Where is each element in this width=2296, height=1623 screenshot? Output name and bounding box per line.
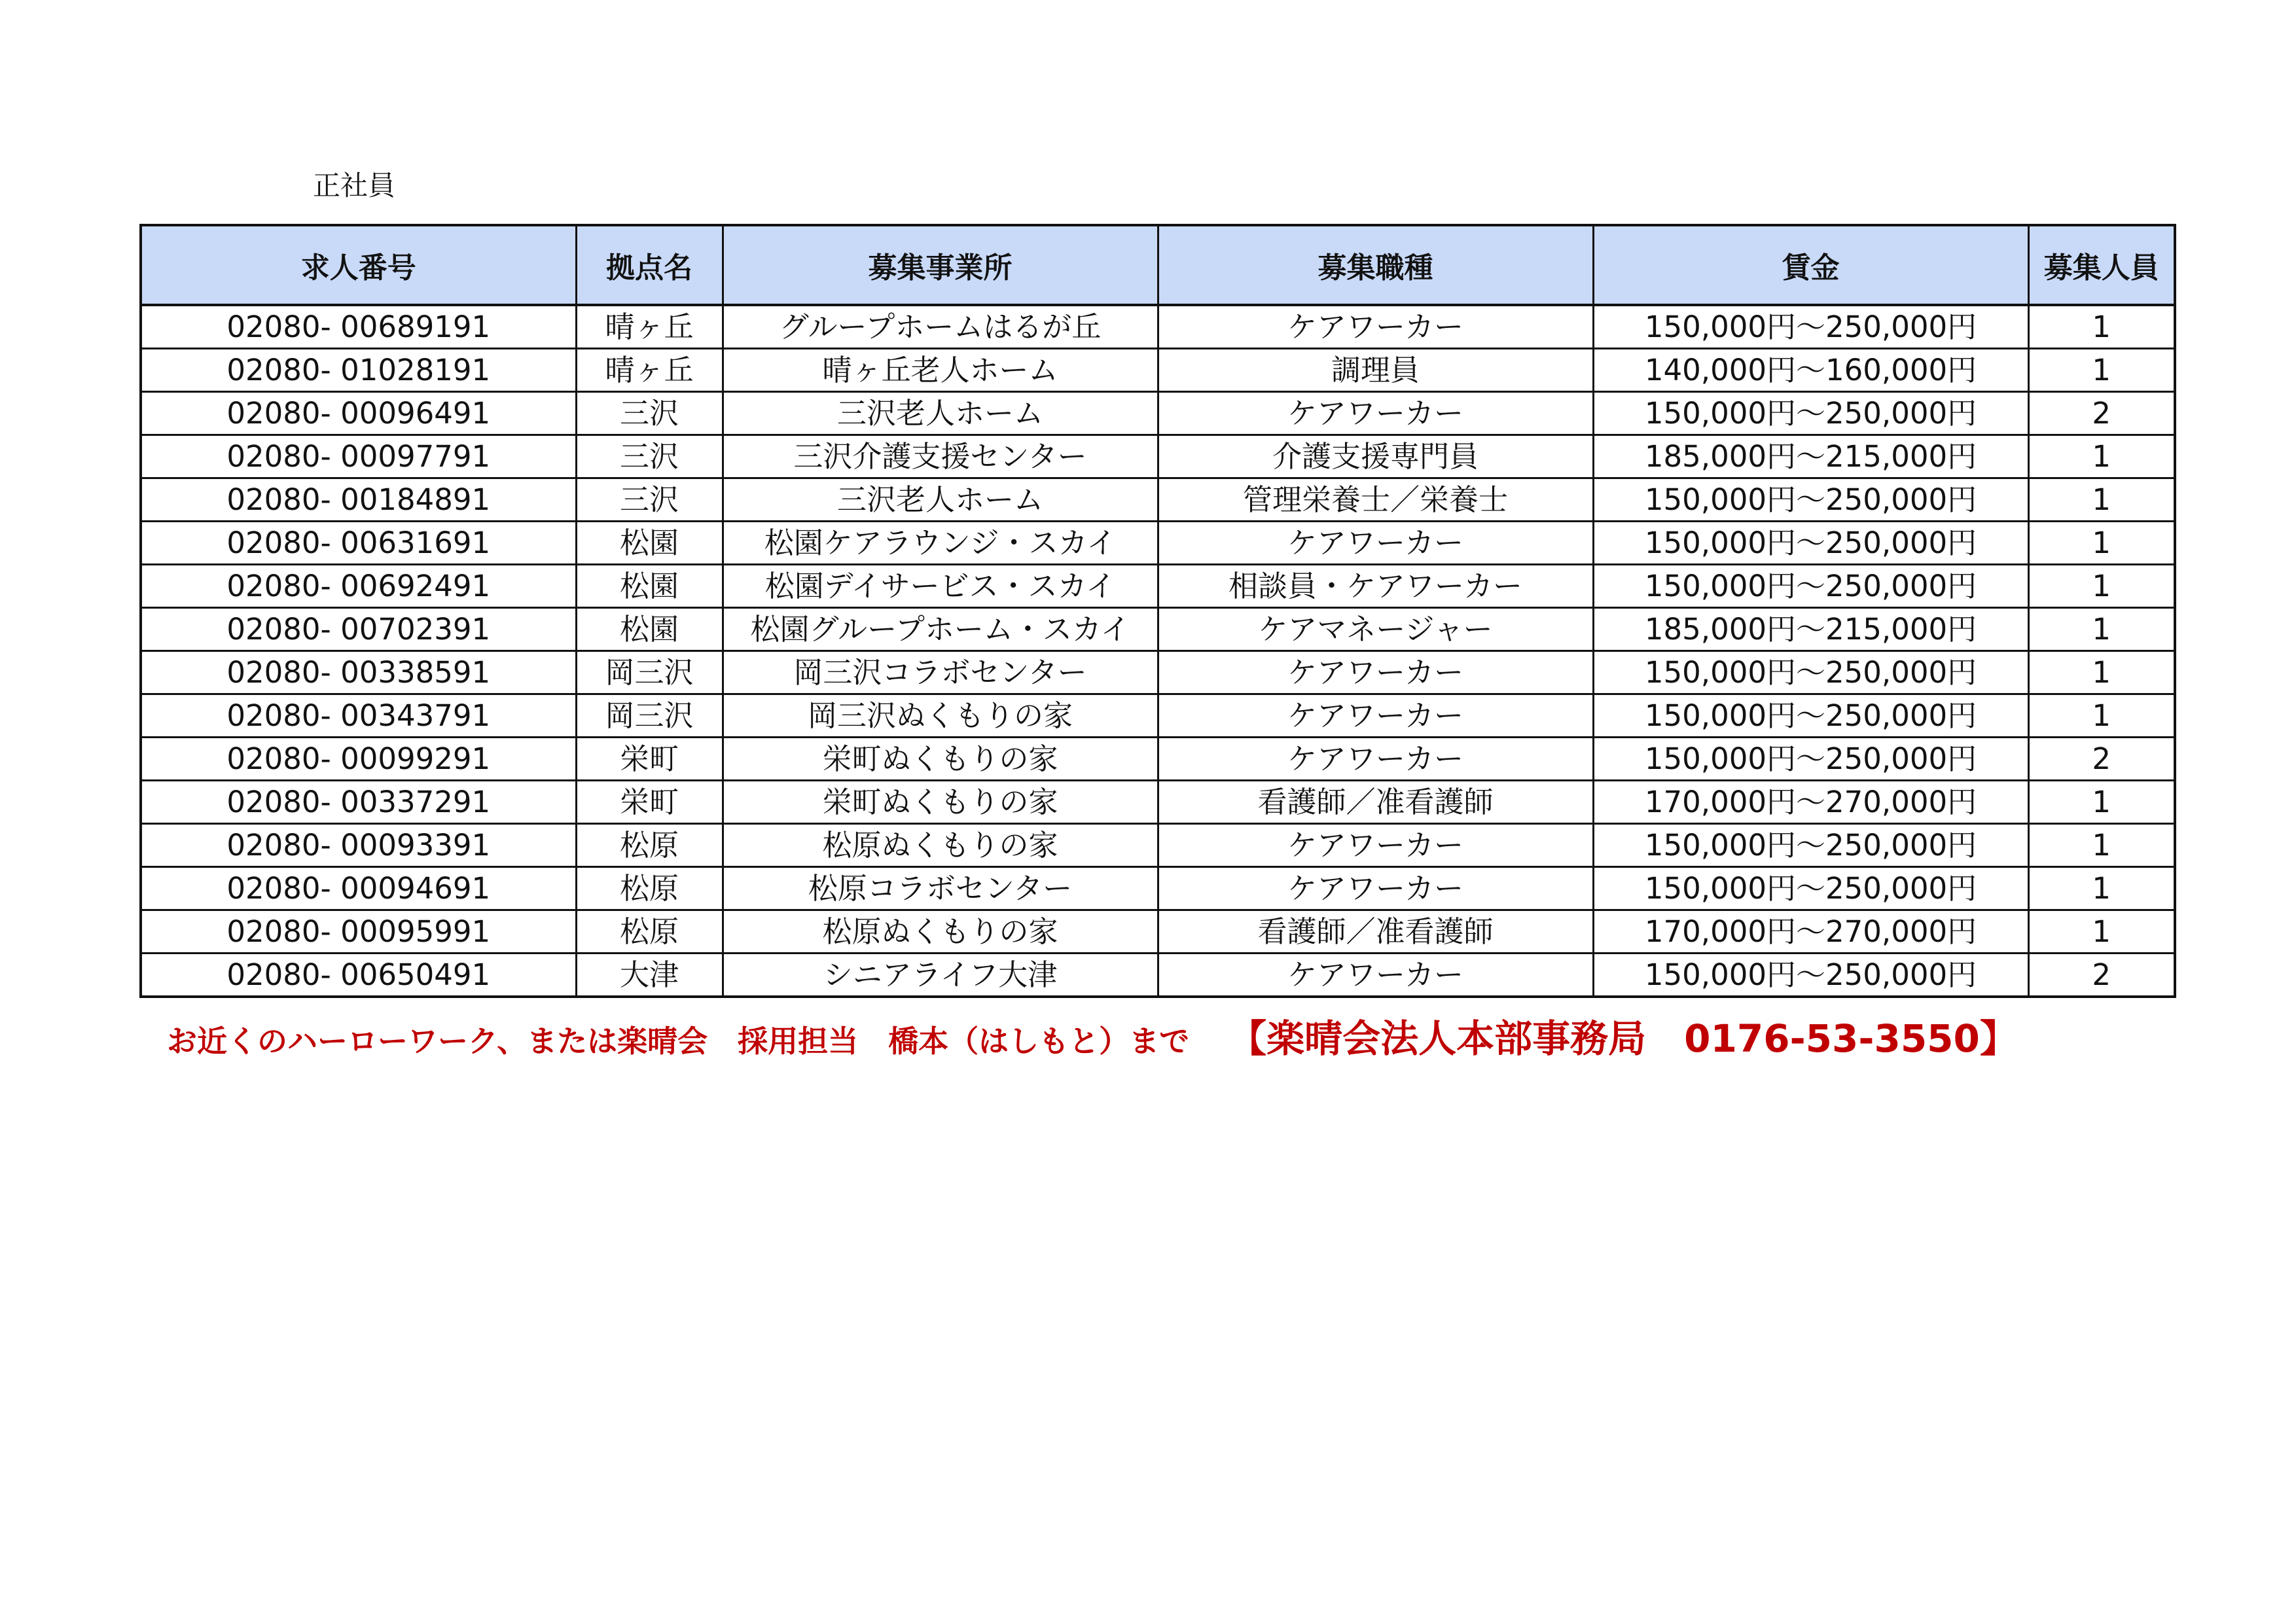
cell-job-type: 相談員・ケアワーカー [1158,565,1593,608]
cell-job-type: ケアワーカー [1158,694,1593,738]
cell-branch-name: 栄町 [576,738,723,781]
cell-branch-name: 松原 [576,824,723,867]
table-row [141,608,2175,651]
cell-wage: 170,000円～270,000円 [1593,910,2028,954]
category-label: 正社員 [313,169,396,202]
cell-wage: 150,000円～250,000円 [1593,392,2028,435]
cell-facility: 松原コラボセンター [723,867,1158,910]
cell-job-number: 02080- 00097791 [141,435,576,478]
cell-wage: 150,000円～250,000円 [1593,867,2028,910]
cell-branch-name: 松園 [576,608,723,651]
cell-job-number: 02080- 00093391 [141,824,576,867]
cell-facility: 松園ケアラウンジ・スカイ [723,522,1158,565]
cell-facility: 松原ぬくもりの家 [723,910,1158,954]
cell-openings: 1 [2028,910,2175,954]
cell-job-number: 02080- 00337291 [141,781,576,824]
cell-branch-name: 晴ヶ丘 [576,305,723,349]
table-body [141,305,2175,997]
cell-job-number: 02080- 00650491 [141,954,576,997]
cell-openings: 1 [2028,694,2175,738]
cell-job-type: 介護支援専門員 [1158,435,1593,478]
header-facility: 募集事業所 [723,225,1158,305]
cell-job-number: 02080- 00095991 [141,910,576,954]
cell-openings: 2 [2028,738,2175,781]
cell-job-type: 看護師／准看護師 [1158,781,1593,824]
table-row [141,738,2175,781]
cell-openings: 1 [2028,435,2175,478]
table-row [141,522,2175,565]
cell-branch-name: 松原 [576,867,723,910]
table-row [141,954,2175,997]
header-branch-name: 拠点名 [576,225,723,305]
cell-facility: 三沢老人ホーム [723,392,1158,435]
cell-openings: 1 [2028,608,2175,651]
cell-openings: 1 [2028,305,2175,349]
cell-branch-name: 松原 [576,910,723,954]
cell-facility: 岡三沢コラボセンター [723,651,1158,694]
cell-openings: 1 [2028,824,2175,867]
cell-job-type: 管理栄養士／栄養士 [1158,478,1593,522]
cell-job-type: 調理員 [1158,349,1593,392]
cell-wage: 150,000円～250,000円 [1593,738,2028,781]
cell-branch-name: 岡三沢 [576,651,723,694]
cell-facility: 晴ヶ丘老人ホーム [723,349,1158,392]
cell-job-type: ケアワーカー [1158,738,1593,781]
cell-facility: 松原ぬくもりの家 [723,824,1158,867]
job-listing-table [139,224,2176,998]
table-row [141,305,2175,349]
cell-facility: 栄町ぬくもりの家 [723,738,1158,781]
cell-facility: 松園グループホーム・スカイ [723,608,1158,651]
table-row [141,867,2175,910]
cell-job-number: 02080- 00099291 [141,738,576,781]
cell-job-number: 02080- 00689191 [141,305,576,349]
cell-job-type: ケアワーカー [1158,824,1593,867]
table-row [141,824,2175,867]
cell-job-number: 02080- 00343791 [141,694,576,738]
table-row [141,651,2175,694]
cell-wage: 140,000円～160,000円 [1593,349,2028,392]
cell-branch-name: 三沢 [576,435,723,478]
cell-branch-name: 松園 [576,565,723,608]
cell-openings: 1 [2028,478,2175,522]
cell-branch-name: 三沢 [576,392,723,435]
cell-wage: 185,000円～215,000円 [1593,435,2028,478]
cell-wage: 150,000円～250,000円 [1593,522,2028,565]
cell-branch-name: 大津 [576,954,723,997]
table-row [141,910,2175,954]
table-row [141,478,2175,522]
table-row [141,392,2175,435]
cell-facility: 岡三沢ぬくもりの家 [723,694,1158,738]
cell-job-type: 看護師／准看護師 [1158,910,1593,954]
cell-wage: 150,000円～250,000円 [1593,694,2028,738]
cell-facility: 三沢介護支援センター [723,435,1158,478]
cell-openings: 1 [2028,651,2175,694]
table-row [141,349,2175,392]
table-header-row [141,225,2175,305]
cell-facility: 松園デイサービス・スカイ [723,565,1158,608]
cell-facility: 三沢老人ホーム [723,478,1158,522]
cell-openings: 1 [2028,522,2175,565]
cell-job-number: 02080- 01028191 [141,349,576,392]
cell-job-number: 02080- 00338591 [141,651,576,694]
cell-job-number: 02080- 00184891 [141,478,576,522]
cell-openings: 1 [2028,781,2175,824]
cell-job-number: 02080- 00631691 [141,522,576,565]
cell-wage: 150,000円～250,000円 [1593,954,2028,997]
cell-wage: 185,000円～215,000円 [1593,608,2028,651]
cell-job-type: ケアワーカー [1158,867,1593,910]
cell-openings: 1 [2028,565,2175,608]
cell-job-type: ケアワーカー [1158,651,1593,694]
cell-wage: 150,000円～250,000円 [1593,305,2028,349]
cell-branch-name: 三沢 [576,478,723,522]
cell-openings: 2 [2028,392,2175,435]
contact-footer [167,1008,2170,1063]
cell-job-number: 02080- 00096491 [141,392,576,435]
cell-job-number: 02080- 00692491 [141,565,576,608]
header-job-number: 求人番号 [141,225,576,305]
cell-wage: 150,000円～250,000円 [1593,651,2028,694]
table-row [141,694,2175,738]
cell-wage: 150,000円～250,000円 [1593,824,2028,867]
cell-job-type: ケアワーカー [1158,954,1593,997]
head-office-contact: 【楽晴会法人本部事務局 0176-53-3550】 [1229,1016,2018,1061]
table-row [141,565,2175,608]
header-wage: 賃金 [1593,225,2028,305]
cell-job-number: 02080- 00702391 [141,608,576,651]
cell-openings: 1 [2028,867,2175,910]
cell-openings: 2 [2028,954,2175,997]
cell-facility: グループホームはるが丘 [723,305,1158,349]
cell-job-type: ケアワーカー [1158,522,1593,565]
cell-wage: 150,000円～250,000円 [1593,565,2028,608]
cell-branch-name: 岡三沢 [576,694,723,738]
cell-branch-name: 栄町 [576,781,723,824]
cell-facility: 栄町ぬくもりの家 [723,781,1158,824]
cell-wage: 150,000円～250,000円 [1593,478,2028,522]
cell-facility: シニアライフ大津 [723,954,1158,997]
cell-wage: 170,000円～270,000円 [1593,781,2028,824]
header-job-type: 募集職種 [1158,225,1593,305]
cell-job-type: ケアワーカー [1158,392,1593,435]
cell-job-type: ケアマネージャー [1158,608,1593,651]
cell-openings: 1 [2028,349,2175,392]
cell-job-type: ケアワーカー [1158,305,1593,349]
table-row [141,781,2175,824]
cell-branch-name: 晴ヶ丘 [576,349,723,392]
cell-job-number: 02080- 00094691 [141,867,576,910]
cell-branch-name: 松園 [576,522,723,565]
table-row [141,435,2175,478]
header-openings: 募集人員 [2028,225,2175,305]
contact-instructions: お近くのハーローワーク、または楽晴会 採用担当 橋本（はしもと）まで [167,1024,1190,1059]
